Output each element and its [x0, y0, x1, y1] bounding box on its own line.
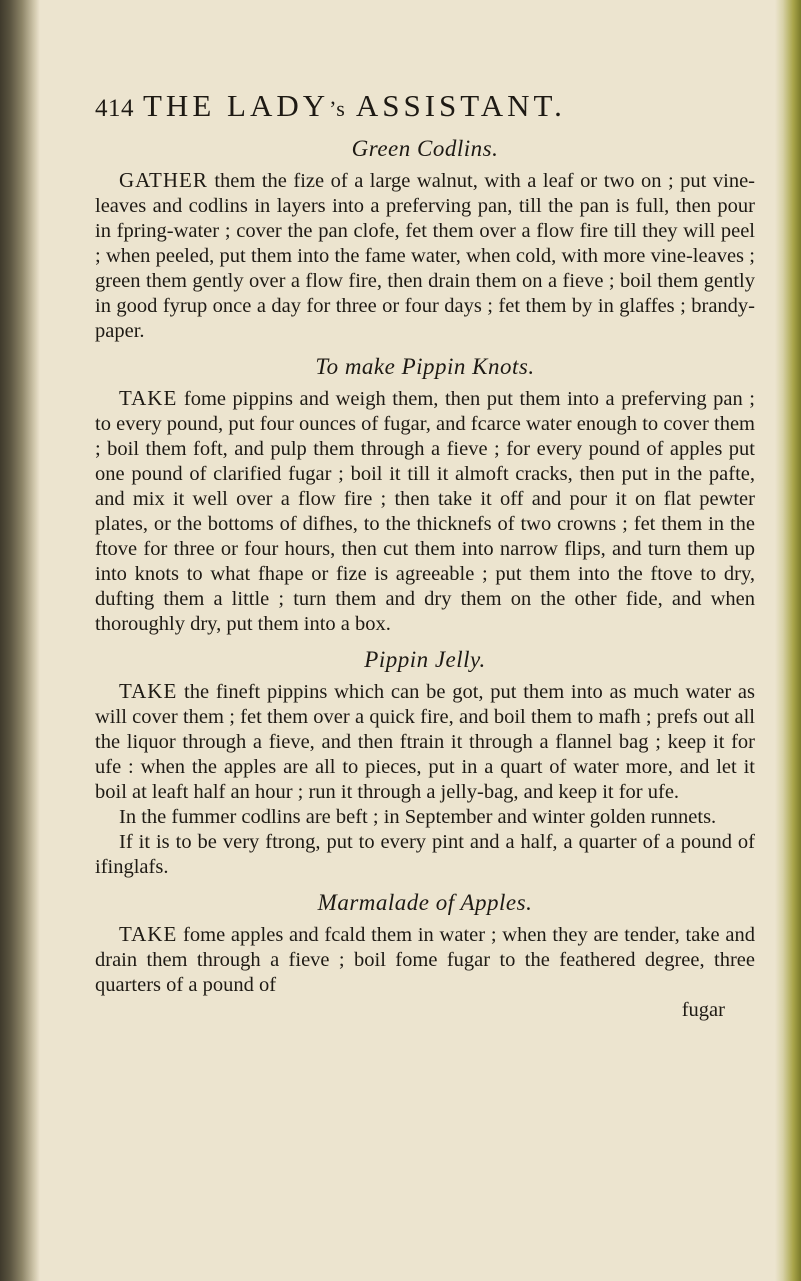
- recipe-note: In the fummer codlins are beft ; in September and winter golden runnets.: [119, 806, 717, 828]
- lead-word: TAKE: [119, 922, 178, 946]
- recipe-heading: To make Pippin Knots.: [315, 354, 535, 379]
- recipe-body: [95, 922, 755, 998]
- running-title-part-2: ’s: [329, 96, 346, 121]
- lead-word: GATHER: [119, 168, 208, 192]
- page-number: 414: [95, 95, 134, 122]
- body-text: the fineft pippins which can be got, put them into as much water as will cover them ; fet them over a quick fire, and boil them to mafh ; prefs out all the liquor through a fieve, and then ftrain it through a flannel bag ; keep it for ufe : when the apples are all to pieces, put in a quart of water more, and let it boil at leaft half an hour ; run it through a jelly-bag, and keep it for ufe.: [95, 681, 755, 803]
- body-text: fome apples and fcald them in water ; when they are tender, take and drain them through a fieve ; boil fome fugar to the feathered degree, three quarters of a pound of: [95, 924, 755, 996]
- running-title: [143, 88, 566, 124]
- binding-gutter-left: [0, 0, 40, 1281]
- recipe-heading: Marmalade of Apples.: [317, 890, 533, 915]
- recipe-note: If it is to be very ftrong, put to every pint and a half, a quarter of a pound of ifinglafs.: [95, 831, 755, 878]
- lead-word: TAKE: [119, 679, 178, 703]
- catchword: fugar: [681, 999, 725, 1021]
- recipe-body: [95, 386, 755, 637]
- body-text: them the fize of a large walnut, with a leaf or two on ; put vine-leaves and codlins in layers into a preferving pan, till the pan is full, then pour in fpring-water ; cover the pan clofe, fet them over a flow fire till they will peel ; when peeled, put them into the fame water, when cold, with more vine-leaves ; green them gently over a flow fire, then drain them on a fieve ; boil them gently in good fyrup once a day for three or four days ; fet them by in glaffes ; brandy-paper.: [95, 170, 755, 342]
- book-page: [95, 88, 755, 1032]
- recipe-pippin-jelly: [95, 647, 755, 880]
- running-title-part-3: ASSISTANT.: [345, 88, 566, 123]
- recipe-heading: Green Codlins.: [351, 136, 499, 161]
- recipe-body: [95, 679, 755, 805]
- recipe-pippin-knots: [95, 354, 755, 637]
- page-edge-right: [775, 0, 801, 1281]
- running-header: [95, 88, 755, 128]
- recipe-green-codlins: [95, 136, 755, 344]
- running-title-part-1: THE LADY: [143, 88, 330, 123]
- lead-word: TAKE: [119, 386, 178, 410]
- body-text: fome pippins and weigh them, then put them into a preferving pan ; to every pound, put four ounces of fugar, and fcarce water enough to cover them ; boil them foft, and pulp them through a fieve ; for every pound of apples put one pound of clarified fugar ; boil it till it almoft cracks, then put in the pafte, and mix it well over a flow fire ; then take it off and pour it on flat pewter plates, or the bottoms of difhes, to the thicknefs of two crowns ; fet them in the ftove for three or four hours, then cut them into narrow flips, and turn them up into knots to what fhape or fize is agreeable ; put them into the ftove to dry, dufting them a little ; turn them and dry them on the other fide, and when thoroughly dry, put them into a box.: [95, 388, 755, 635]
- recipe-marmalade-of-apples: [95, 890, 755, 1022]
- recipe-heading: Pippin Jelly.: [364, 647, 486, 672]
- recipe-body: [95, 168, 755, 344]
